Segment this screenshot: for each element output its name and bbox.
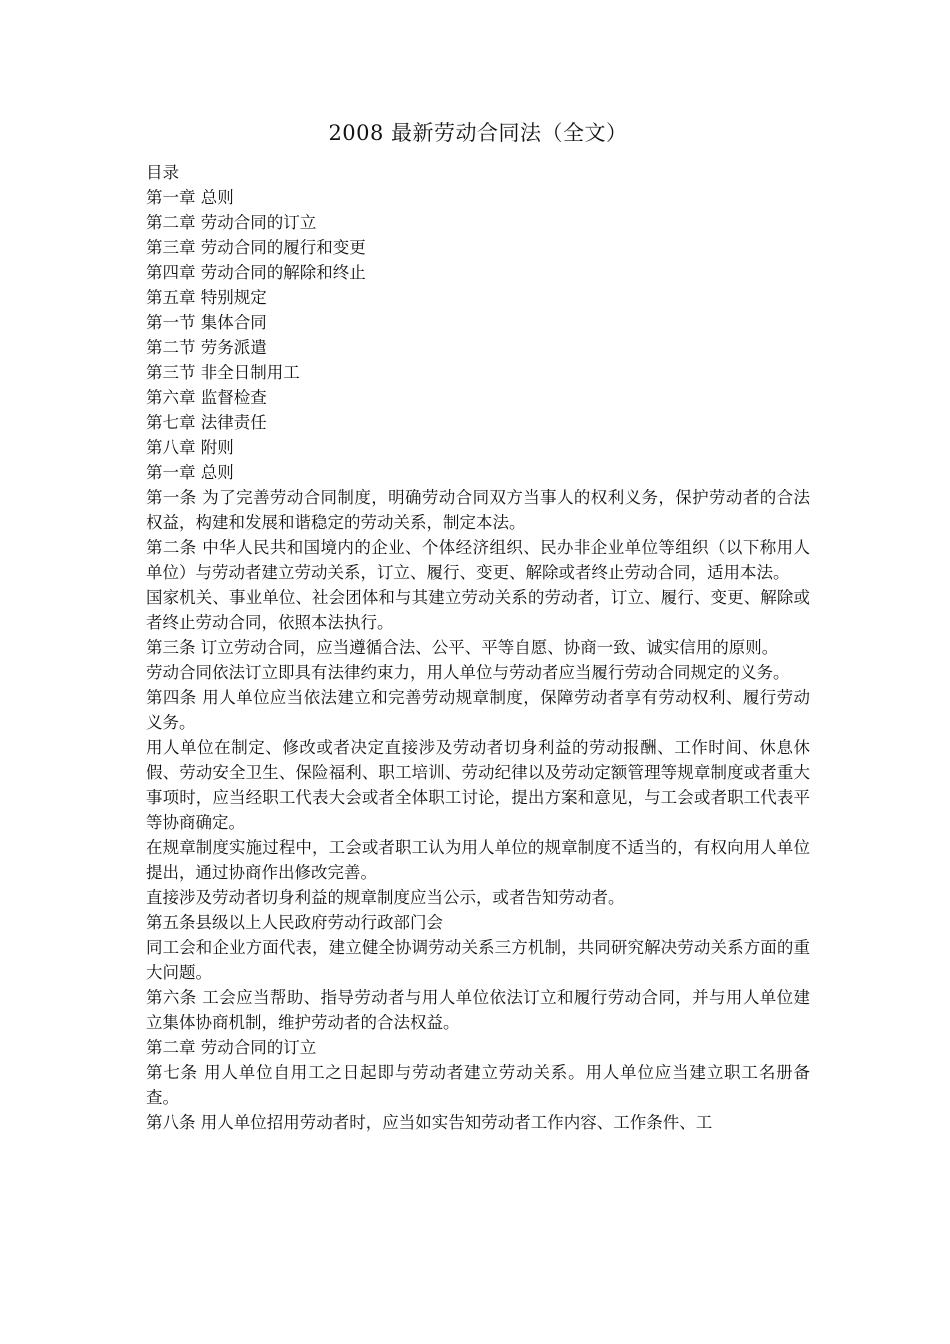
toc-item: 第八章 附则 [146,438,234,457]
document-page [146,118,810,1135]
toc-item: 第四章 劳动合同的解除和终止 [146,263,366,282]
article-paragraph: 第五条县级以上人民政府劳动行政部门会 [146,913,443,932]
article-paragraph: 直接涉及劳动者切身利益的规章制度应当公示，或者告知劳动者。 [146,888,625,907]
toc-item: 第五章 特别规定 [146,288,267,307]
toc-item: 第一节 集体合同 [146,313,267,332]
toc-item: 第三节 非全日制用工 [146,363,300,382]
chapter-heading: 第二章 劳动合同的订立 [146,1038,317,1057]
toc-item: 第一章 总则 [146,188,234,207]
article-paragraph: 第四条 用人单位应当依法建立和完善劳动规章制度，保障劳动者享有劳动权利、履行劳动义务。 [146,688,810,732]
toc-item: 第二节 劳务派遣 [146,338,267,357]
article-paragraph: 在规章制度实施过程中，工会或者职工认为用人单位的规章制度不适当的，有权向用人单位提出，通过协商作出修改完善。 [146,838,810,882]
article-paragraph: 第三条 订立劳动合同，应当遵循合法、公平、平等自愿、协商一致、诚实信用的原则。 [146,638,779,657]
toc-item: 第六章 监督检查 [146,388,267,407]
article-paragraph: 第二条 中华人民共和国境内的企业、个体经济组织、民办非企业单位等组织（以下称用人单位）与劳动者建立劳动关系，订立、履行、变更、解除或者终止劳动合同，适用本法。 [146,538,810,582]
article-paragraph: 第一条 为了完善劳动合同制度，明确劳动合同双方当事人的权利义务，保护劳动者的合法权益，构建和发展和谐稳定的劳动关系，制定本法。 [146,488,810,532]
toc-item: 第二章 劳动合同的订立 [146,213,317,232]
toc-item: 第三章 劳动合同的履行和变更 [146,238,366,257]
document-body [146,160,810,1135]
article-paragraph: 用人单位在制定、修改或者决定直接涉及劳动者切身利益的劳动报酬、工作时间、休息休假、劳动安全卫生、保险福利、职工培训、劳动纪律以及劳动定额管理等规章制度或者重大事项时，应当经职工代表大会或者全体职工讨论，提出方案和意见，与工会或者职工代表平等协商确定。 [146,738,810,832]
article-paragraph: 第八条 用人单位招用劳动者时，应当如实告知劳动者工作内容、工作条件、工 [146,1113,713,1132]
article-paragraph: 劳动合同依法订立即具有法律约束力，用人单位与劳动者应当履行劳动合同规定的义务。 [146,663,790,682]
article-paragraph: 第七条 用人单位自用工之日起即与劳动者建立劳动关系。用人单位应当建立职工名册备查。 [146,1063,810,1107]
article-paragraph: 国家机关、事业单位、社会团体和与其建立劳动关系的劳动者，订立、履行、变更、解除或者终止劳动合同，依照本法执行。 [146,588,810,632]
toc-item: 第七章 法律责任 [146,413,267,432]
toc-heading: 目录 [146,163,179,182]
article-paragraph: 同工会和企业方面代表，建立健全协调劳动关系三方机制，共同研究解决劳动关系方面的重大问题。 [146,938,810,982]
chapter-heading: 第一章 总则 [146,463,234,482]
article-paragraph: 第六条 工会应当帮助、指导劳动者与用人单位依法订立和履行劳动合同，并与用人单位建立集体协商机制，维护劳动者的合法权益。 [146,988,810,1032]
document-title: 2008 最新劳动合同法（全文） [328,121,628,145]
